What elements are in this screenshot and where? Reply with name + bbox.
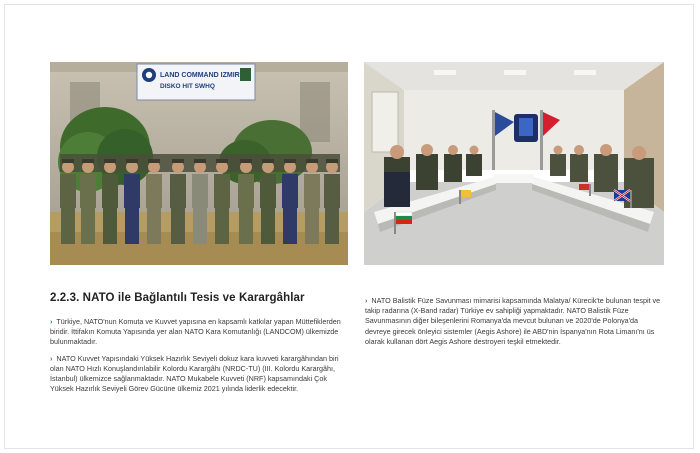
paragraph: › NATO Kuvvet Yapısındaki Yüksek Hazırlık Seviyeli dokuz kara kuvveti karargâhından biri olan NATO Hızlı Konuşlandırılabilir Kolordu Karargâhı (NRDC-TU) (III. Kolordu Karargâhı, İstanbul) ülkemizce sağlanmaktadır. NATO Mukabele Kuvveti (NRF) kapsamındaki Çok Yüksek Hazırlık Seviyeli Görev Gücüne ülkemiz 2021 yılında liderlik edecektir.	[50, 353, 339, 394]
left-text-column	[50, 317, 346, 400]
paragraph: › NATO Balistik Füze Savunması mimarisi kapsamında Malatya/ Kürecik'te bulunan tespit ve takip radarına (X-Band radar) Türkiye ev sahipliği yapmaktadır. NATO Balistik Füze Savunmasının diğer bileşenlerini Romanya'da mevcut bulunan ve 2020'de Polonya'da devreye girecek önleyici sistemler (Aegis Ashore) ile ABD'nin İspanya'nın Rota Limanı'nı üs olarak kullanan dört Aegis Ashore destroyeri teşkil etmektedir.	[365, 296, 661, 346]
bullet-icon: ›	[365, 296, 368, 305]
sign-line2: DISKO HIT SWHQ	[160, 83, 215, 90]
group-photo	[50, 62, 348, 265]
meeting-photo	[364, 62, 664, 265]
section-heading: 2.2.3. NATO ile Bağlantılı Tesis ve Karargâhlar	[50, 292, 305, 304]
sign-line1: LAND COMMAND IZMIR	[160, 72, 240, 79]
bullet-icon: ›	[50, 317, 53, 326]
paragraph: › Türkiye, NATO'nun Komuta ve Kuvvet yapısına en kapsamlı katkılar yapan Müttefiklerden biridir. İttifakın Komuta Yapısında yer alan NATO Kara Komutanlığı (LANDCOM) ülkemizde bulunmaktadır.	[50, 317, 341, 347]
right-text-column	[365, 296, 661, 353]
bullet-icon: ›	[50, 353, 53, 363]
